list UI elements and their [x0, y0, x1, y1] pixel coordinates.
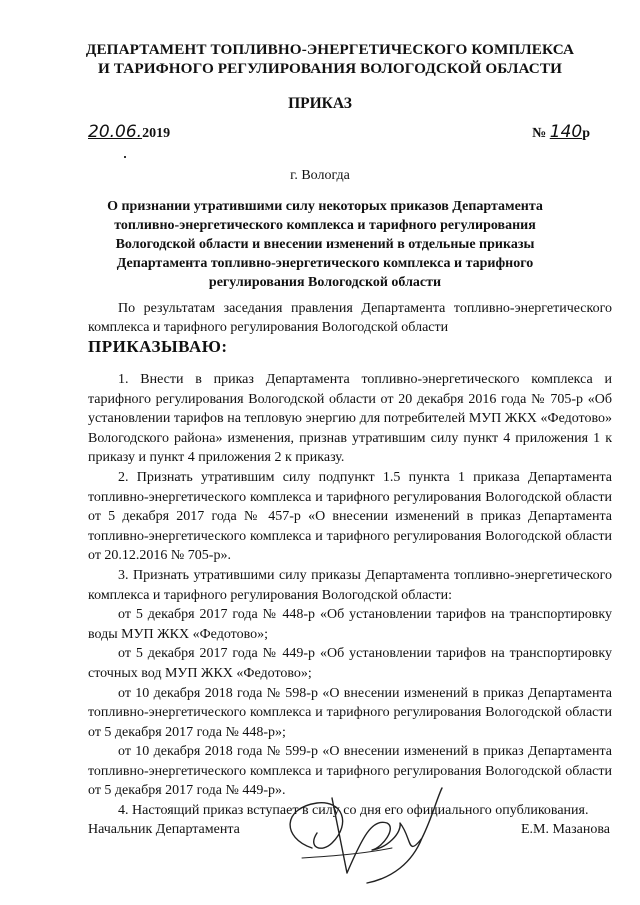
list-item: 3. Признать утратившими силу приказы Департамента топливно-энергетического комплекса и тарифного регулирования Вологодской области:	[88, 567, 612, 603]
signatory-position: Начальник Департамента	[88, 822, 240, 837]
scan-speck	[124, 156, 126, 158]
date-year: 2019	[142, 126, 171, 141]
number-suffix: р	[582, 126, 590, 141]
signatory-name: Е.М. Мазанова	[520, 822, 610, 837]
city: г. Вологда	[290, 168, 350, 183]
list-item: 2. Признать утратившим силу подпункт 1.5 пункта 1 приказа Департамента топливно-энергетического комплекса и тарифного регулирования Вологодской области от 5 декабря 2017 года № 457-р «О внесении изменений в приказ Департамента топливно-энергетического комплекса и тарифного регулирования Вологодской области от 20.12.2016 № 705-р».	[88, 469, 612, 564]
order-number	[532, 122, 590, 142]
order-verb: ПРИКАЗЫВАЮ:	[88, 337, 228, 356]
list-item: 4. Настоящий приказ вступает в силу со дня его официального опубликования.	[118, 803, 589, 819]
department-header	[60, 40, 600, 78]
date-handwritten: 20.06.	[88, 122, 143, 142]
list-item: от 10 декабря 2018 года № 598-р «О внесении изменений в приказ Департамента топливно-энергетического комплекса и тарифного регулирования Вологодской области от 5 декабря 2017 года № 448-р»;	[88, 685, 612, 740]
order-date	[88, 122, 170, 142]
preamble-text: По результатам заседания правления Департамента топливно-энергетического комплекса и тарифного регулирования Вологодской области	[88, 301, 612, 335]
handwritten-signature	[272, 778, 452, 888]
number-prefix: №	[532, 126, 547, 141]
department-line-2: И ТАРИФНОГО РЕГУЛИРОВАНИЯ ВОЛОГОДСКОЙ ОБЛАСТИ	[97, 60, 563, 77]
number-handwritten: 140	[549, 122, 583, 142]
preamble	[88, 299, 612, 358]
order-subject: О признании утратившими силу некоторых приказов Департамента топливно-энергетического комплекса и тарифного регулирования Вологодской области и внесении изменений в отдельные приказы Департамента топливно-энергетического комплекса и тарифного регулирования Вологодской области	[107, 199, 543, 290]
list-item: от 5 декабря 2017 года № 449-р «Об установлении тарифов на транспортировку сточных вод МУП ЖКХ «Федотово»;	[88, 646, 612, 681]
department-line-1: ДЕПАРТАМЕНТ ТОПЛИВНО-ЭНЕРГЕТИЧЕСКОГО КОМПЛЕКСА	[85, 41, 575, 58]
list-item: от 10 декабря 2018 года № 599-р «О внесении изменений в приказ Департамента топливно-энергетического комплекса и тарифного регулирования Вологодской области от 5 декабря 2017 года № 449-р».	[88, 744, 612, 799]
doc-type-title: ПРИКАЗ	[288, 95, 352, 112]
order-body	[88, 370, 612, 821]
list-item: от 5 декабря 2017 года № 448-р «Об установлении тарифов на транспортировку воды МУП ЖКХ «Федотово»;	[88, 607, 612, 642]
list-item: 1. Внести в приказ Департамента топливно-энергетического комплекса и тарифного регулирования Вологодской области от 20 декабря 2016 года № 705-р «Об установлении тарифов на тепловую энергию для потребителей МУП ЖКХ «Федотово» Вологодского района» изменения, признав утратившим силу пункт 4 приложения 1 к приказу и пункт 4 приложения 2 к приказу.	[88, 372, 612, 466]
